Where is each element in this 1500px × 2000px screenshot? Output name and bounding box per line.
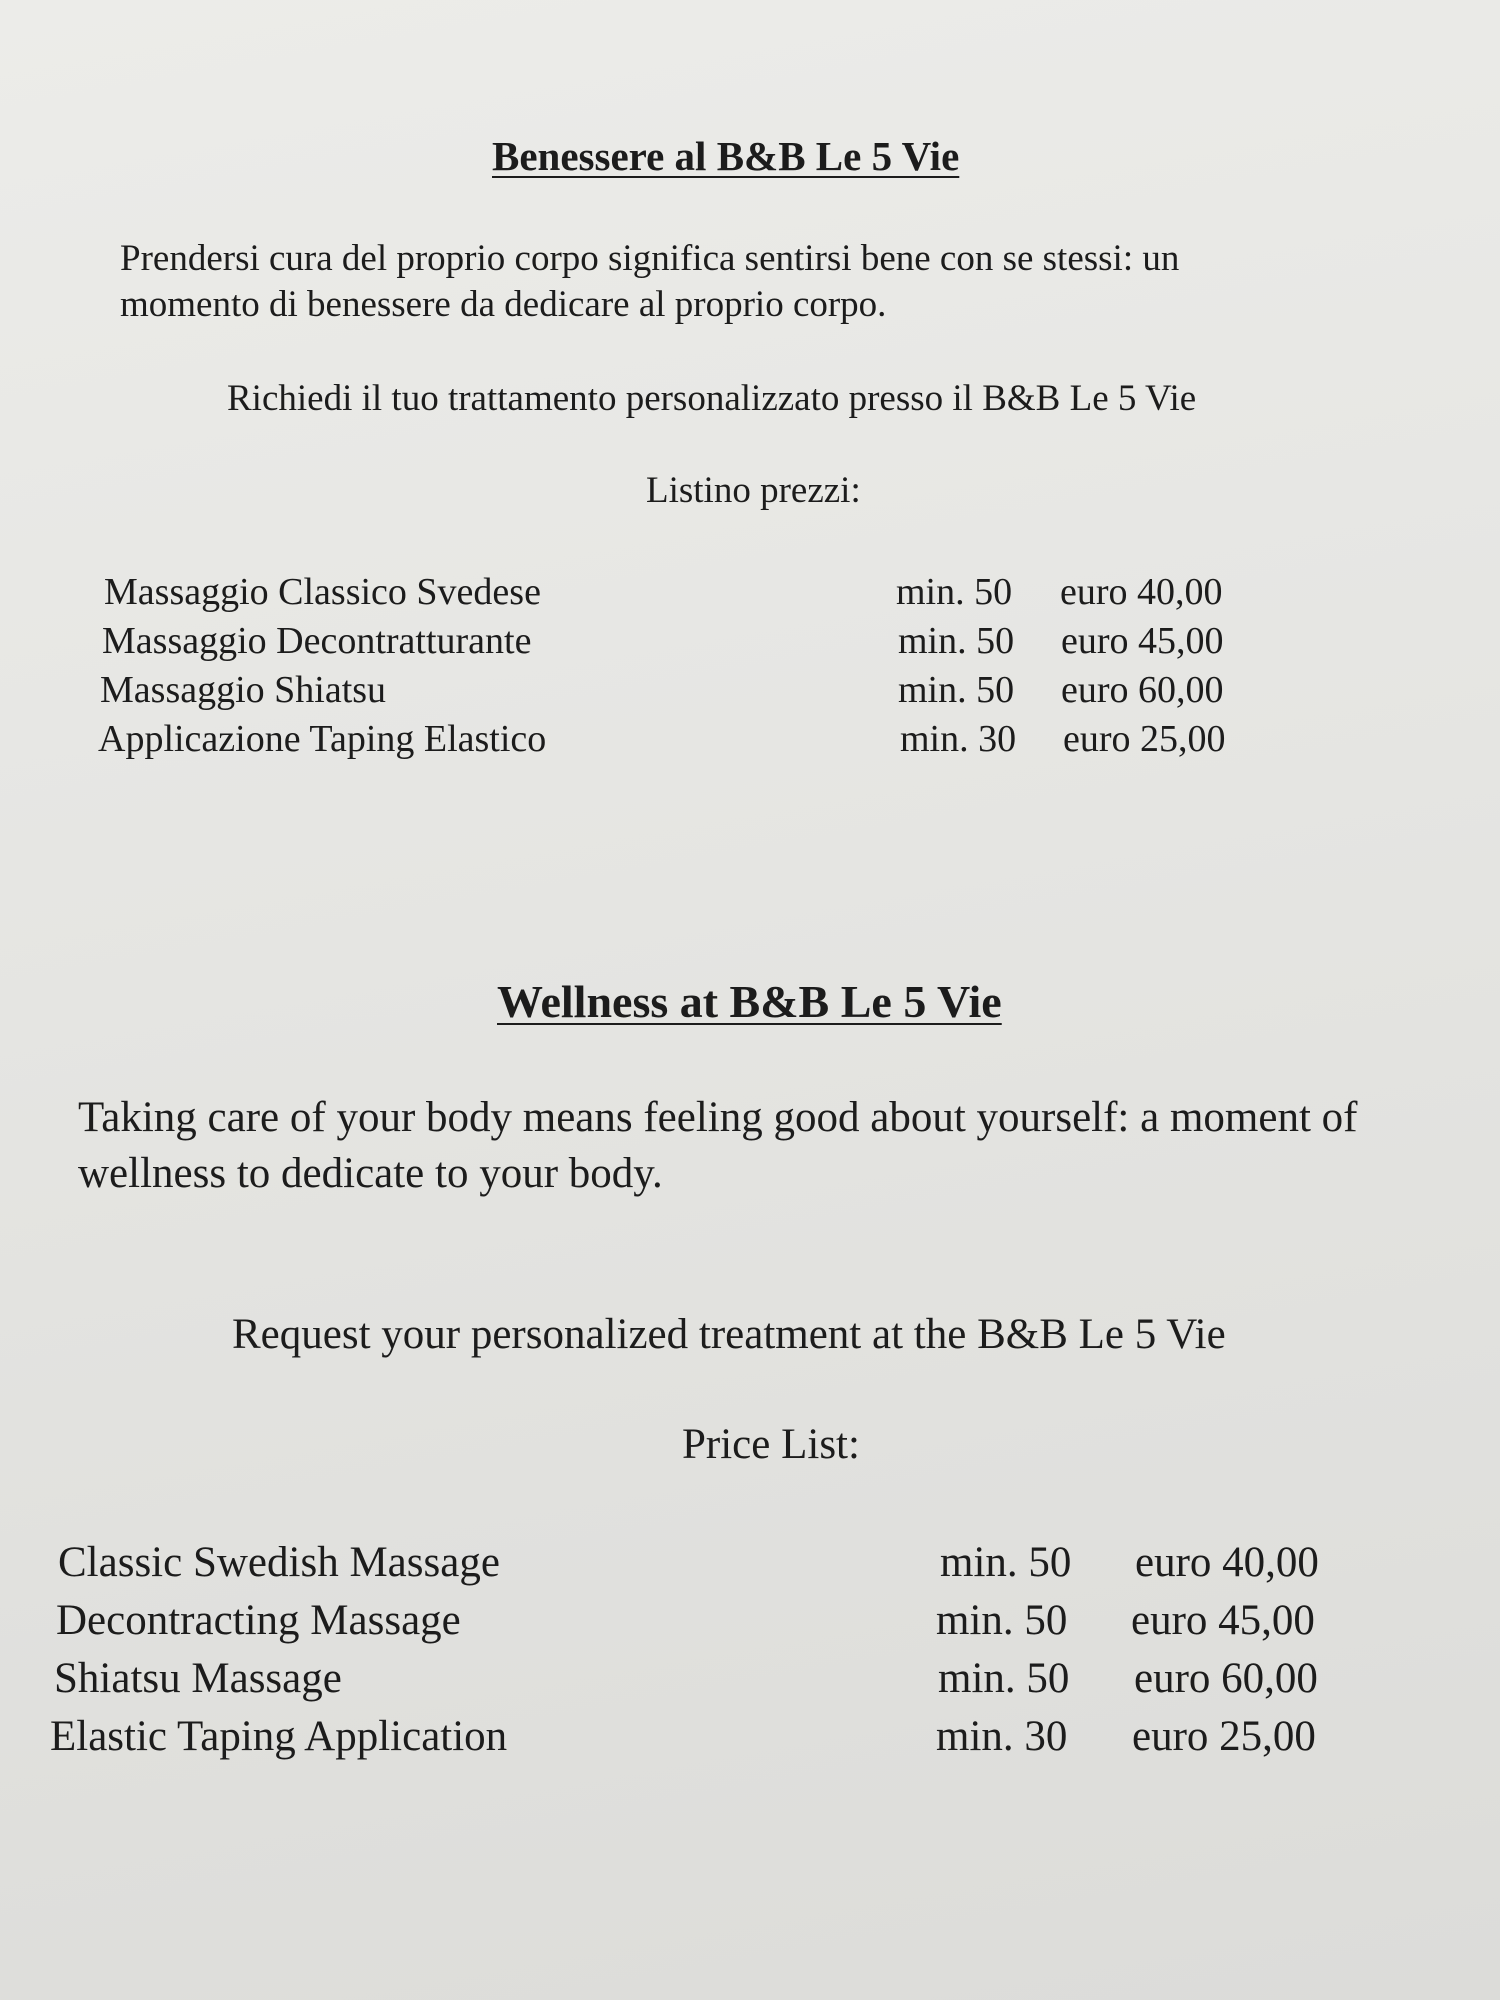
italian-item-name: Massaggio Shiatsu	[100, 669, 387, 711]
english-item-name: Classic Swedish Massage	[58, 1539, 500, 1586]
italian-item-name: Massaggio Decontratturante	[102, 620, 532, 662]
english-intro	[78, 1090, 1357, 1202]
italian-item-name: Massaggio Classico Svedese	[104, 571, 541, 613]
english-request: Request your personalized treatment at the B&B Le 5 Vie	[232, 1311, 1226, 1358]
italian-item-price: euro 25,00	[1063, 718, 1226, 760]
english-price-list-label: Price List:	[682, 1421, 860, 1468]
italian-intro	[120, 236, 1179, 328]
english-item-price: euro 45,00	[1131, 1597, 1315, 1644]
italian-intro-line: momento di benessere da dedicare al proprio corpo.	[120, 284, 887, 325]
english-title: Wellness at B&B Le 5 Vie	[497, 976, 1002, 1027]
italian-item-duration: min. 50	[898, 620, 1015, 662]
english-intro-line: Taking care of your body means feeling good about yourself: a moment of	[78, 1094, 1358, 1141]
english-item-name: Decontracting Massage	[56, 1597, 461, 1644]
english-item-name: Shiatsu Massage	[54, 1655, 342, 1702]
italian-request: Richiedi il tuo trattamento personalizzato presso il B&B Le 5 Vie	[227, 378, 1197, 419]
english-item-duration: min. 50	[940, 1539, 1072, 1586]
italian-price-list-label: Listino prezzi:	[646, 470, 861, 511]
english-item-duration: min. 30	[936, 1713, 1068, 1760]
italian-intro-line: Prendersi cura del proprio corpo significa sentirsi bene con se stessi: un	[120, 238, 1180, 279]
english-item-duration: min. 50	[936, 1597, 1068, 1644]
english-item-price: euro 25,00	[1132, 1713, 1316, 1760]
italian-item-price: euro 40,00	[1060, 571, 1223, 613]
italian-item-price: euro 45,00	[1061, 620, 1224, 662]
english-item-duration: min. 50	[938, 1655, 1070, 1702]
italian-item-duration: min. 50	[896, 571, 1013, 613]
english-item-price: euro 40,00	[1135, 1539, 1319, 1586]
italian-item-duration: min. 50	[898, 669, 1015, 711]
italian-item-price: euro 60,00	[1061, 669, 1224, 711]
italian-item-name: Applicazione Taping Elastico	[98, 718, 547, 760]
english-item-price: euro 60,00	[1134, 1655, 1318, 1702]
english-item-name: Elastic Taping Application	[50, 1713, 508, 1760]
italian-title: Benessere al B&B Le 5 Vie	[492, 133, 960, 179]
english-intro-line: wellness to dedicate to your body.	[78, 1150, 663, 1197]
italian-item-duration: min. 30	[900, 718, 1017, 760]
